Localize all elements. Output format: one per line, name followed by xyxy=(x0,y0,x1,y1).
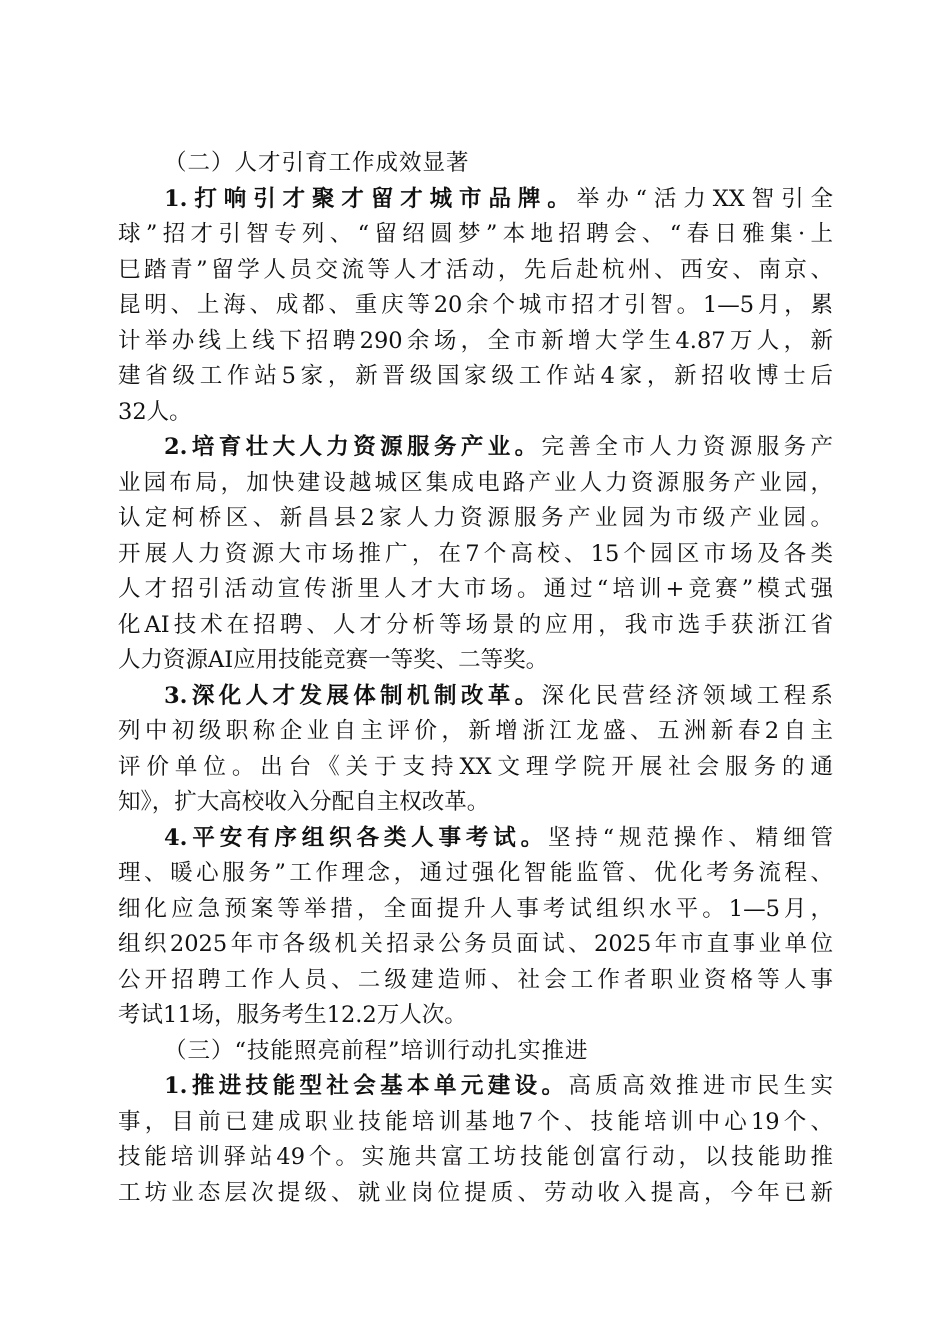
paragraph-line: 球”招才引智专列、“留绍圆梦”本地招聘会、“春日雅集·上 xyxy=(118,221,833,247)
item-text: 坚持“规范操作、精细管 xyxy=(547,824,833,851)
paragraph-line: 巳踏青”留学人员交流等人才活动，先后赴杭州、西安、南京、 xyxy=(118,256,833,283)
paragraph-first-line xyxy=(118,1069,833,1105)
paragraph-line: 评价单位。出台《关于支持XX文理学院开展社会服务的通 xyxy=(118,753,833,780)
item-text: 深化民营经济领域工程系 xyxy=(541,682,833,709)
item-title: 1.打响引才聚才留才城市品牌。 xyxy=(164,185,577,212)
paragraph-line: 计举办线上线下招聘290余场，全市新增大学生4.87万人，新 xyxy=(118,327,833,354)
item-title: 3.深化人才发展体制机制改革。 xyxy=(164,682,542,709)
paragraph-line: 理、暖心服务”工作理念，通过强化智能监管、优化考务流程、 xyxy=(118,860,833,886)
item-title: 1.推进技能型社会基本单元建设。 xyxy=(164,1073,569,1099)
paragraph-last-line: 人力资源AI应用技能竞赛一等奖、二等奖。 xyxy=(118,647,549,673)
item-title: 4.平安有序组织各类人事考试。 xyxy=(164,824,548,851)
paragraph-line: 认定柯桥区、新昌县2家人力资源服务产业园为市级产业园。 xyxy=(118,505,833,531)
paragraph-line: 公开招聘工作人员、二级建造师、社会工作者职业资格等人事 xyxy=(118,966,833,993)
paragraph-line: 列中初级职称企业自主评价，新增浙江龙盛、五洲新春2自主 xyxy=(118,718,833,744)
paragraph-last-line: 32人。 xyxy=(118,398,192,425)
item-text: 高质高效推进市民生实 xyxy=(568,1073,833,1099)
item-text: 完善全市人力资源服务产 xyxy=(541,434,833,460)
item-title: 2.培育壮大人力资源服务产业。 xyxy=(164,434,542,460)
paragraph-line: 事，目前已建成职业技能培训基地7个、技能培训中心19个、 xyxy=(118,1108,833,1135)
paragraph-line: 工坊业态层次提级、就业岗位提质、劳动收入提高，今年已新 xyxy=(118,1179,833,1206)
paragraph-last-line: 考试11场，服务考生12.2万人次。 xyxy=(118,1002,467,1028)
section-heading-2: （二）人才引育工作成效显著 xyxy=(164,150,470,176)
paragraph-first-line xyxy=(118,182,833,218)
paragraph-line: 细化应急预案等举措，全面提升人事考试组织水平。1—5月， xyxy=(118,895,833,922)
paragraph-line: 昆明、上海、成都、重庆等20余个城市招才引智。1—5月，累 xyxy=(118,292,833,318)
paragraph-line: 化AI技术在招聘、人才分析等场景的应用，我市选手获浙江省 xyxy=(118,611,833,638)
item-text: 举办“活力XX智引全 xyxy=(576,185,833,212)
paragraph-first-line xyxy=(118,430,833,466)
paragraph-first-line xyxy=(118,821,833,857)
document-page xyxy=(118,146,833,1211)
paragraph-line: 技能培训驿站49个。实施共富工坊技能创富行动，以技能助推 xyxy=(118,1144,833,1170)
paragraph-first-line xyxy=(118,679,833,715)
paragraph-last-line: 知》，扩大高校收入分配自主权改革。 xyxy=(118,789,490,815)
paragraph-line: 建省级工作站5家，新晋级国家级工作站4家，新招收博士后 xyxy=(118,363,833,389)
paragraph-line: 开展人力资源大市场推广，在7个高校、15个园区市场及各类 xyxy=(118,540,833,567)
section-heading-3: （三）“技能照亮前程”培训行动扎实推进 xyxy=(164,1037,589,1064)
paragraph-line: 业园布局，加快建设越城区集成电路产业人力资源服务产业园， xyxy=(118,469,833,496)
paragraph-line: 人才招引活动宣传浙里人才大市场。通过“培训+竞赛”模式强 xyxy=(118,576,833,602)
paragraph-line: 组织2025年市各级机关招录公务员面试、2025年市直事业单位 xyxy=(118,931,833,957)
